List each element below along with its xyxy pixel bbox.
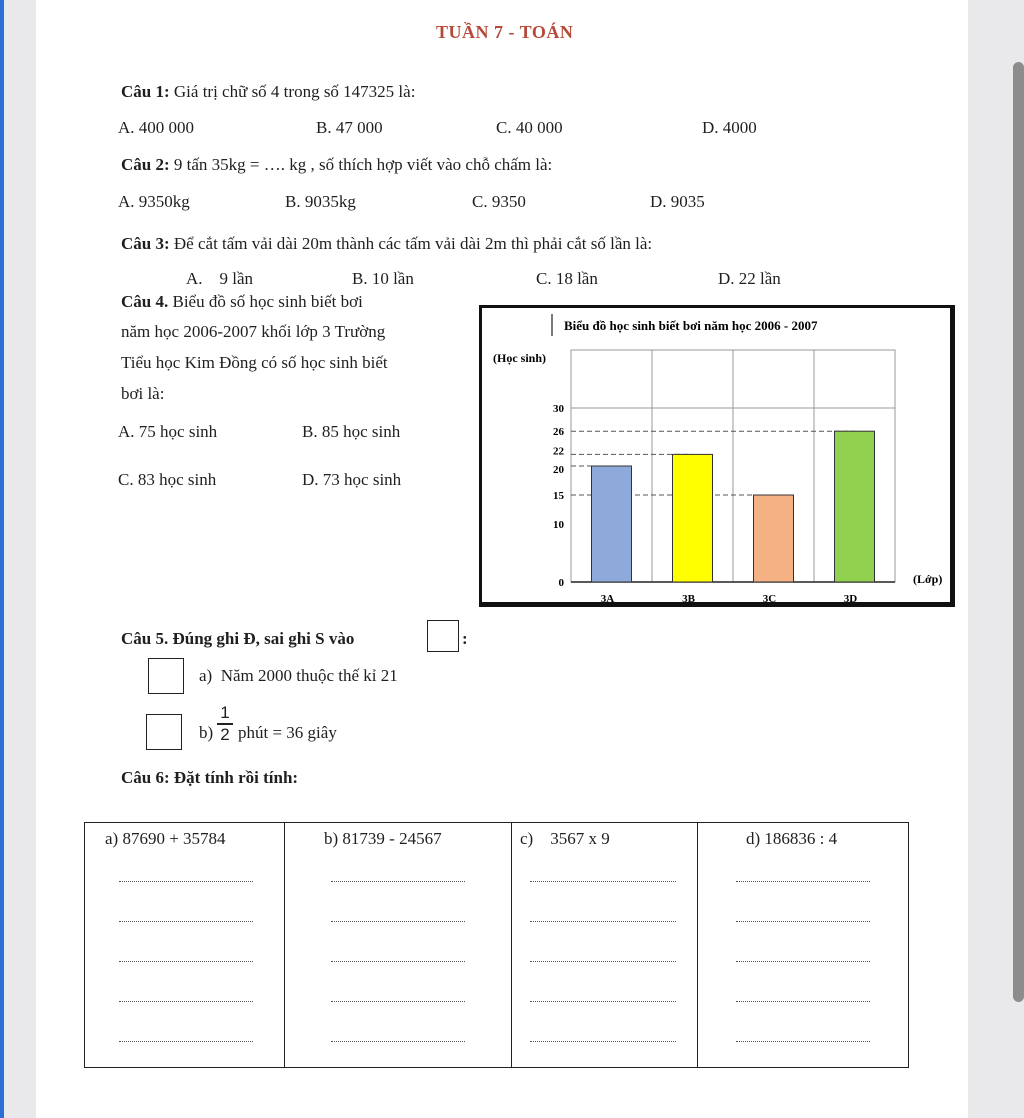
question-4-label: Câu 4. [121, 292, 169, 311]
vertical-scrollbar[interactable] [1013, 62, 1024, 1002]
q4-option-b: B. 85 học sinh [302, 422, 401, 441]
question-2-text: 9 tấn 35kg = …. kg , số thích hợp viết vào chỗ chấm là: [173, 155, 553, 174]
bar-chart-frame [479, 305, 955, 607]
statement-b-suffix: phút = 36 giây [238, 723, 337, 742]
dotted-line [736, 921, 870, 922]
chart-ytick-label: 26 [553, 426, 564, 439]
fraction-numerator: 1 [220, 703, 230, 722]
dotted-line [530, 1001, 676, 1002]
q2-option-a: A. 9350kg [118, 192, 190, 211]
chart-ytick-label: 10 [553, 519, 564, 531]
q2-option-c: C. 9350 [472, 192, 526, 211]
q3-option-d: D. 22 lần [718, 269, 781, 288]
example-answer-box [427, 620, 459, 652]
dotted-line [530, 961, 676, 962]
dotted-line [331, 881, 465, 882]
chart-ylabel: (Học sinh) [493, 351, 547, 365]
fraction-one-half [217, 704, 233, 744]
question-4-text-1: Biểu đồ số học sinh biết bơi [172, 292, 363, 311]
question-5-colon: : [462, 629, 468, 648]
question-1 [121, 82, 415, 102]
dotted-line [530, 1041, 676, 1042]
calc-expression-b: b) 81739 - 24567 [324, 829, 442, 848]
q1-option-a: A. 400 000 [118, 118, 195, 137]
statement-b-prefix: b) [199, 723, 214, 742]
chart-category-label: 3A [600, 593, 615, 605]
q1-option-b: B. 47 000 [316, 118, 383, 137]
calc-cell-a[interactable] [85, 823, 285, 1068]
q3-option-a: A. 9 lần [186, 269, 254, 288]
chart-category-label: 3C [762, 593, 777, 605]
chart-ytick-label: 22 [553, 445, 564, 458]
chart-ytick-label: 0 [558, 577, 564, 589]
chart-ytick-label: 15 [553, 490, 564, 502]
question-3-text: Để cắt tấm vải dài 20m thành các tấm vải dài 2m thì phải cắt số lần là: [173, 234, 653, 253]
chart-ytick-label: 20 [553, 464, 564, 476]
q4-option-c: C. 83 học sinh [118, 470, 217, 489]
dotted-line [736, 961, 870, 962]
dotted-line [119, 1041, 253, 1042]
dotted-line [736, 1001, 870, 1002]
dotted-line [119, 1001, 253, 1002]
question-4-line-1 [121, 292, 363, 312]
q2-option-d: D. 9035 [650, 192, 705, 211]
question-2 [121, 155, 552, 175]
chart-title: Biểu đồ học sinh biết bơi năm học 2006 - 2007 [564, 318, 818, 333]
left-accent-bar [0, 0, 4, 1118]
dotted-line [119, 961, 253, 962]
chart-category-label: 3B [682, 593, 695, 605]
answer-box-b[interactable] [146, 714, 182, 750]
calc-cell-c[interactable] [512, 823, 698, 1068]
question-4-line-3: Tiểu học Kim Đồng có số học sinh biết [121, 353, 388, 372]
statement-a: a) Năm 2000 thuộc thế kỉ 21 [199, 666, 398, 685]
dotted-line [119, 921, 253, 922]
dotted-line [530, 881, 676, 882]
dotted-line [119, 881, 253, 882]
q4-option-a: A. 75 học sinh [118, 422, 218, 441]
answer-box-a[interactable] [148, 658, 184, 694]
dotted-line [331, 1041, 465, 1042]
q3-option-b: B. 10 lần [352, 269, 414, 288]
question-1-text: Giá trị chữ số 4 trong số 147325 là: [173, 82, 416, 101]
q3-option-c: C. 18 lần [536, 269, 598, 288]
dotted-line [736, 1041, 870, 1042]
question-3 [121, 234, 652, 254]
dotted-line [736, 881, 870, 882]
q1-option-c: C. 40 000 [496, 118, 563, 137]
chart-xlabel: (Lớp) [913, 572, 943, 586]
question-3-label: Câu 3: [121, 234, 170, 253]
dotted-line [530, 921, 676, 922]
q2-option-b: B. 9035kg [285, 192, 356, 211]
question-4-line-4: bơi là: [121, 384, 165, 403]
q1-option-d: D. 4000 [702, 118, 757, 137]
question-1-label: Câu 1: [121, 82, 170, 101]
question-4-line-2: năm học 2006-2007 khối lớp 3 Trường [121, 322, 386, 341]
q4-option-d: D. 73 học sinh [302, 470, 402, 489]
calc-expression-c: c) 3567 x 9 [520, 829, 610, 848]
fraction-denominator: 2 [220, 724, 230, 744]
question-2-label: Câu 2: [121, 155, 170, 174]
calculation-table [84, 822, 909, 1068]
question-5-label: Câu 5. Đúng ghi Đ, sai ghi S vào [121, 629, 355, 648]
calc-cell-b[interactable] [285, 823, 512, 1068]
dotted-line [331, 961, 465, 962]
dotted-line [331, 921, 465, 922]
calc-expression-a: a) 87690 + 35784 [105, 829, 226, 848]
calc-cell-d[interactable] [698, 823, 909, 1068]
chart-ytick-label: 30 [553, 403, 564, 415]
calc-expression-d: d) 186836 : 4 [746, 829, 838, 848]
dotted-line [331, 1001, 465, 1002]
chart-category-label: 3D [843, 593, 858, 605]
page-title: TUẦN 7 - TOÁN [436, 22, 574, 42]
question-6-label: Câu 6: Đặt tính rồi tính: [121, 768, 299, 787]
